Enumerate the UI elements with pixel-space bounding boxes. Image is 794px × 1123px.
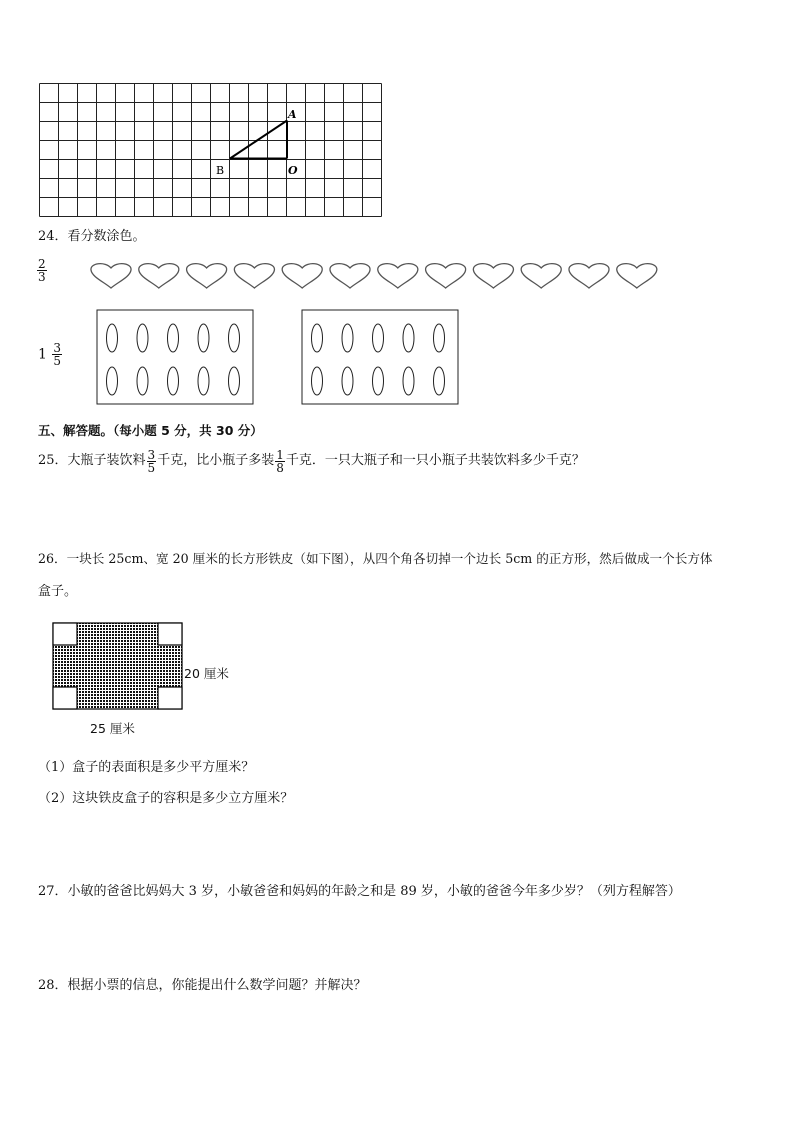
cut-corner-top-left: [53, 623, 77, 645]
q27: 27．小敏的爸爸比妈妈大 3 岁，小敏爸爸和妈妈的年龄之和是 89 岁，小敏的爸爸今年多少岁？（列方程解答）: [38, 884, 681, 899]
heart-shape[interactable]: [187, 264, 227, 288]
cut-corner-bottom-left: [53, 687, 77, 709]
oval-shape[interactable]: [198, 367, 209, 395]
sheet-figure: [52, 622, 184, 712]
oval-shape[interactable]: [168, 367, 179, 395]
oval-shape[interactable]: [229, 324, 240, 352]
heart-shape[interactable]: [330, 264, 370, 288]
heart-shape[interactable]: [569, 264, 609, 288]
q25-part2: 千克，比小瓶子多装: [157, 453, 275, 468]
oval-shape[interactable]: [342, 324, 353, 352]
oval-box-2: [301, 309, 461, 406]
oval-shape[interactable]: [229, 367, 240, 395]
heart-shape[interactable]: [282, 264, 322, 288]
fraction-numerator: 2: [38, 257, 46, 271]
q25-part1: 25．大瓶子装饮料: [38, 453, 146, 468]
oval-shape[interactable]: [107, 324, 118, 352]
oval-shape[interactable]: [198, 324, 209, 352]
cut-corner-top-right: [158, 623, 182, 645]
oval-shape[interactable]: [434, 367, 445, 395]
hearts-row: [88, 262, 668, 290]
oval-shape[interactable]: [168, 324, 179, 352]
point-o-label: O: [288, 164, 298, 177]
fraction-denominator: 8: [276, 460, 284, 475]
oval-shape[interactable]: [107, 367, 118, 395]
length-label: 25 厘米: [90, 721, 135, 736]
q24-mixed-fraction: [38, 342, 63, 367]
q26-line2: 盒子。: [38, 584, 78, 599]
point-b-label: B: [216, 164, 225, 177]
fraction-denominator: 3: [38, 270, 46, 284]
width-label: 20 厘米: [184, 666, 229, 681]
oval-shape[interactable]: [373, 367, 384, 395]
q28: 28．根据小票的信息，你能提出什么数学问题？并解决？: [38, 978, 367, 993]
oval-shape[interactable]: [137, 367, 148, 395]
fraction-numerator: 3: [147, 447, 156, 462]
oval-shape[interactable]: [312, 324, 323, 352]
heart-shape[interactable]: [473, 264, 513, 288]
heart-shape[interactable]: [521, 264, 561, 288]
cut-corner-bottom-right: [158, 687, 182, 709]
point-a-label: A: [288, 108, 297, 121]
oval-shape[interactable]: [342, 367, 353, 395]
oval-box-1: [96, 309, 256, 406]
q26-sub1: （1）盒子的表面积是多少平方厘米？: [38, 760, 255, 775]
fraction-numerator: 3: [53, 341, 62, 355]
q25-part3: 千克．一只大瓶子和一只小瓶子共装饮料多少千克？: [285, 453, 585, 468]
heart-shape[interactable]: [139, 264, 179, 288]
triangle-side-ba: [230, 121, 287, 159]
heart-shape[interactable]: [378, 264, 418, 288]
oval-shape[interactable]: [312, 367, 323, 395]
heart-shape[interactable]: [234, 264, 274, 288]
oval-shape[interactable]: [434, 324, 445, 352]
fraction-denominator: 5: [53, 354, 62, 368]
oval-shape[interactable]: [403, 367, 414, 395]
heart-shape[interactable]: [91, 264, 131, 288]
q24-fraction-2-3: [36, 258, 48, 283]
oval-shape[interactable]: [137, 324, 148, 352]
q24-title: 24．看分数涂色。: [38, 229, 146, 244]
grid-figure: [38, 82, 384, 218]
q26-sub2: （2）这块铁皮盒子的容积是多少立方厘米？: [38, 791, 294, 806]
heart-shape[interactable]: [426, 264, 466, 288]
oval-shape[interactable]: [373, 324, 384, 352]
fraction-denominator: 5: [147, 460, 156, 475]
q25: [38, 446, 585, 477]
q26-line1: 26．一块长 25cm、宽 20 厘米的长方形铁皮（如下图），从四个角各切掉一个边长 5cm 的正方形，然后做成一个长方体: [38, 551, 713, 566]
fraction-numerator: 1: [276, 447, 284, 462]
section-five-heading: 五、解答题。（每小题 5 分，共 30 分）: [38, 423, 263, 438]
mixed-whole: 1: [38, 346, 47, 363]
oval-shape[interactable]: [403, 324, 414, 352]
heart-shape[interactable]: [617, 264, 657, 288]
